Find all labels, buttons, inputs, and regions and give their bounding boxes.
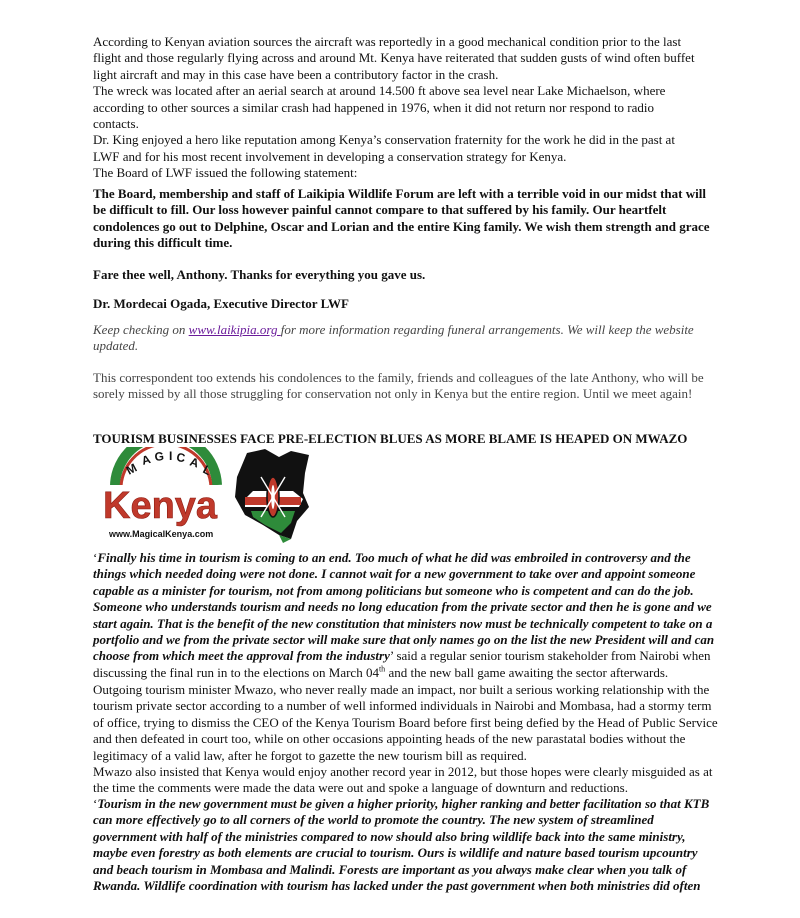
svg-text:M: M <box>123 460 140 478</box>
quote-one-paragraph <box>93 550 718 681</box>
record-year-paragraph: Mwazo also insisted that Kenya would enjoy another record year in 2012, but those hopes were clearly misguided as at the time the comments were made the data were out and spoke a language of downturn and reductions. <box>93 764 713 796</box>
svg-text:L: L <box>200 462 214 479</box>
svg-text:I: I <box>169 449 173 463</box>
laikipia-link[interactable]: www.laikipia.org <box>188 322 281 337</box>
signature-line: Dr. Mordecai Ogada, Executive Director LWF <box>93 296 349 311</box>
article-heading: TOURISM BUSINESSES FACE PRE-ELECTION BLUES AS MORE BLAME IS HEAPED ON MWAZO <box>93 431 688 446</box>
svg-text:A: A <box>188 454 201 471</box>
svg-text:www.MagicalKenya.com: www.MagicalKenya.com <box>109 529 214 539</box>
outgoing-minister-paragraph: Outgoing tourism minister Mwazo, who never really made an impact, nor built a serious working relationship with the tourism private sector according to a number of well informed individuals in Nairobi and Mombasa, had a stormy term of office, trying to dismiss the CEO of the Kenya Tourism Board before first being defied by the Head of Public Service and then defeated in court too, while on other occasions appointing heads of the new parastatal bodies without the legitimacy of a valid law, after he forgot to gazette the new tourism bill as required. <box>93 682 718 763</box>
intro-line: contacts. <box>93 116 139 132</box>
svg-text:A: A <box>139 452 153 468</box>
intro-line: LWF and for his most recent involvement in developing a conservation strategy for Kenya. <box>93 148 567 164</box>
quote-one-end: and the new ball game awaiting the sector afterwards. <box>385 664 669 680</box>
quote-two-text: Tourism in the new government must be given a higher priority, higher ranking and better facilitation so that KTB can more effectively go to all corners of the world to promote the country. The new system of streamlined government with half of the ministries compared to now should also bring wildlife back into the same ministry, maybe even forestry as both elements are crucial to tourism. Ours is wildlife and nature based tourism upcountry and beach tourism in Mombasa and Malindi. Forests are important as you always make clear when you talk of Rwanda. Wildlife coordination with tourism has lacked under the past government when both ministries did often <box>93 796 710 894</box>
quote-two-paragraph <box>93 796 718 894</box>
magical-kenya-logo-graphic <box>95 447 325 544</box>
intro-line: The Board of LWF issued the following statement: <box>93 165 358 181</box>
intro-line: according to other sources a similar crash had happened in 1976, when it did not return nor respond to radio <box>93 99 655 115</box>
intro-line: According to Kenyan aviation sources the aircraft was reportedly in a good mechanical condition prior to the last <box>93 34 682 49</box>
intro-line: The wreck was located after an aerial search at around 14.500 ft above sea level near Lake Michaelson, where <box>93 83 666 99</box>
svg-text:C: C <box>175 450 187 466</box>
keep-checking-after: for more information regarding funeral arrangements. We will keep the website updated. <box>93 322 694 354</box>
svg-text:Kenya: Kenya <box>103 485 218 527</box>
magical-kenya-logo <box>95 447 325 544</box>
intro-line: flight and those regularly flying across and around Mt. Kenya have reiterated that sudden gusts of wind often buffet <box>93 50 695 66</box>
board-statement: The Board, membership and staff of Laikipia Wildlife Forum are left with a terrible void in our midst that will be difficult to fill. Our loss however painful cannot compare to that suffered by his family. Our heartfelt condolences go out to Delphine, Oscar and Lorian and the entire King family. We wish them strength and grace during this difficult time. <box>93 186 710 251</box>
keep-checking-note <box>93 322 718 355</box>
quote-two-open: ‘ <box>93 796 98 811</box>
quote-one-text: Finally his time in tourism is coming to an end. Too much of what he did was embroiled in controversy and the things which needed doing were not done. I cannot wait for a new government to take over and appoint someone capable as a minister for tourism, not from among politicians but someone who is competent and can do the job. Someone who understands tourism and needs no long education from the private sector and then he is gone and we start again. That is the benefit of the new constitution that ministers now must be technically competent to take on a portfolio and we from the private sector will make sure that only names go on the list the new President will and can choose from which meet the approval from the industry <box>93 550 715 664</box>
quote-one-attribution: ’ said a regular senior tourism stakeholder from Nairobi when discussing the final run in to the elections on March 04 <box>93 648 711 680</box>
svg-text:G: G <box>153 449 165 464</box>
quote-one-superscript: th <box>378 664 386 674</box>
condolence-paragraph: This correspondent too extends his condolences to the family, friends and colleagues of the late Anthony, who will be sorely missed by all those struggling for conservation not only in Kenya but the entire region. Until we meet again! <box>93 370 704 402</box>
intro-line: Dr. King enjoyed a hero like reputation among Kenya’s conservation fraternity for the work he did in the past at <box>93 132 675 148</box>
farewell-line: Fare thee well, Anthony. Thanks for everything you gave us. <box>93 267 426 282</box>
intro-line: light aircraft and may in this case have been a contributory factor in the crash. <box>93 66 499 82</box>
keep-checking-before: Keep checking on <box>93 322 189 337</box>
quote-one-open: ‘ <box>93 550 98 565</box>
intro-paragraph <box>93 34 718 182</box>
